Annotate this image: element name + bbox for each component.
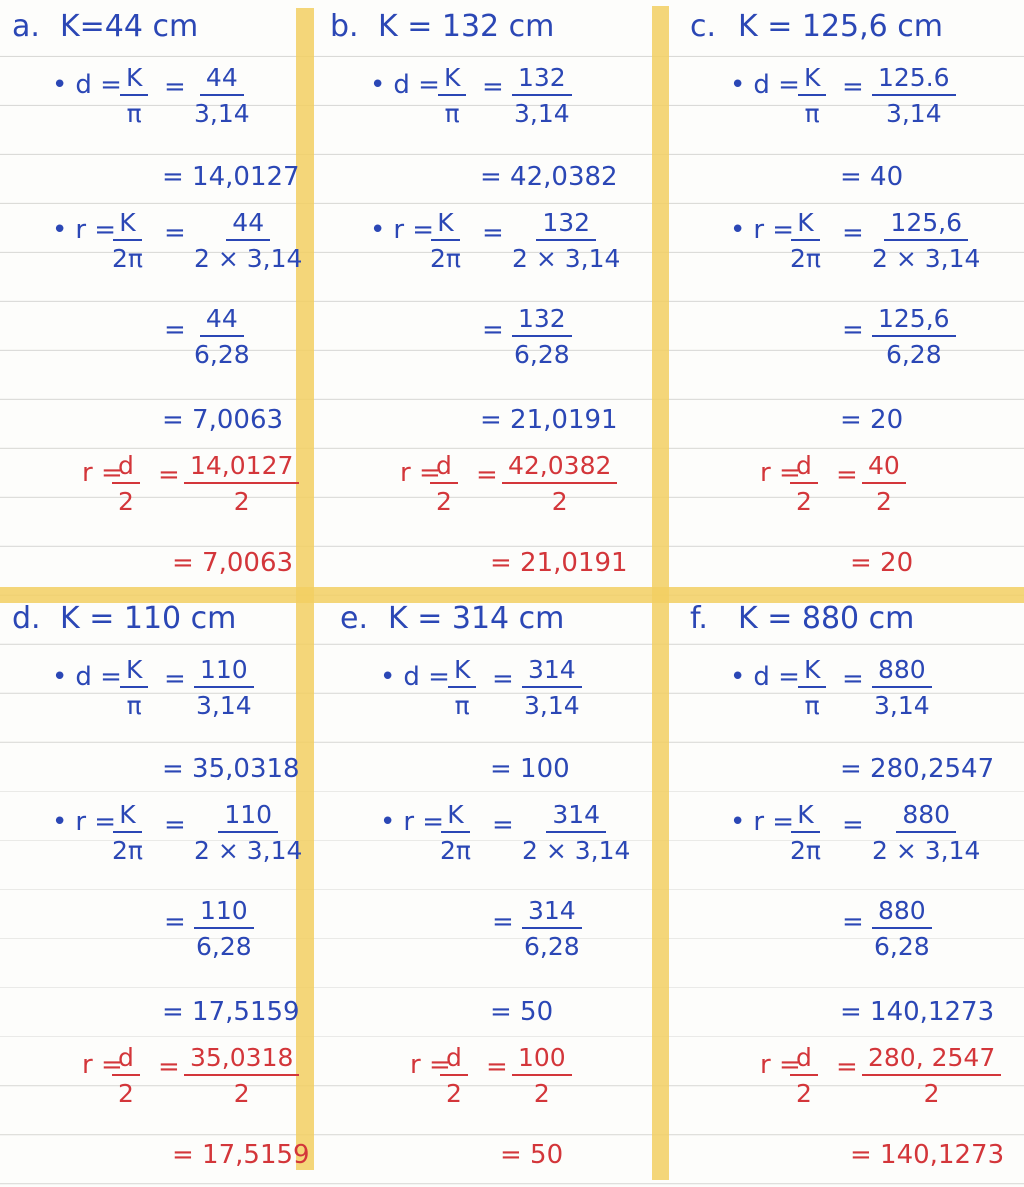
problem-panel-c xyxy=(690,0,1024,585)
equals-sign: = xyxy=(164,664,186,694)
equals-sign: = xyxy=(158,1052,180,1082)
radius-result: = 50 xyxy=(490,997,554,1027)
equals-sign: = xyxy=(486,1052,508,1082)
radius-substitution-denominator: 2 × 3,14 xyxy=(194,836,303,865)
formula-d-over-2-numerator: d xyxy=(112,1044,140,1076)
formula-k-over-pi xyxy=(798,656,826,720)
formula-d-over-2-numerator: d xyxy=(112,452,140,484)
radius-formula-lhs: • r = xyxy=(370,215,434,245)
equals-sign: = xyxy=(492,810,514,840)
formula-k-over-2pi-denominator: 2π xyxy=(790,244,821,273)
alt-radius-lhs: r = xyxy=(760,458,801,488)
radius-substitution xyxy=(872,209,980,273)
diameter-substitution-denominator: 3,14 xyxy=(196,691,252,720)
radius-formula-lhs: • r = xyxy=(380,807,444,837)
alt-radius-substitution-denominator: 2 xyxy=(533,1079,550,1108)
formula-k-over-pi-numerator: K xyxy=(120,656,148,688)
equals-sign: = xyxy=(842,664,864,694)
formula-k-over-2pi xyxy=(790,801,821,865)
radius-substitution xyxy=(194,801,302,865)
radius-substitution-denominator: 2 × 3,14 xyxy=(522,836,631,865)
radius-simplified-denominator: 6,28 xyxy=(885,340,942,369)
equals-sign: = xyxy=(836,1052,858,1082)
diameter-result: = 280,2547 xyxy=(840,754,995,784)
formula-k-over-2pi-denominator: 2π xyxy=(430,244,461,273)
problem-panel-d xyxy=(12,592,352,1177)
equals-sign: = xyxy=(158,460,180,490)
alt-radius-lhs: r = xyxy=(760,1050,801,1080)
circumference-given: K = 880 cm xyxy=(738,601,915,636)
alt-radius-substitution-denominator: 2 xyxy=(923,1079,940,1108)
radius-substitution-numerator: 880 xyxy=(896,801,956,833)
alt-radius-lhs: r = xyxy=(82,458,123,488)
alt-radius-result: = 50 xyxy=(500,1140,564,1170)
alt-radius-substitution-denominator: 2 xyxy=(233,487,250,516)
formula-k-over-2pi-denominator: 2π xyxy=(790,836,821,865)
radius-simplified-numerator: 125,6 xyxy=(872,305,956,337)
equals-sign: = xyxy=(842,907,864,937)
formula-k-over-pi-denominator: π xyxy=(126,691,142,720)
radius-formula-lhs: • r = xyxy=(730,807,794,837)
alt-radius-result: = 7,0063 xyxy=(172,548,294,578)
radius-simplified-denominator: 6,28 xyxy=(874,932,930,961)
alt-radius-substitution-numerator: 100 xyxy=(512,1044,572,1076)
formula-k-over-pi-denominator: π xyxy=(444,99,460,128)
radius-substitution-numerator: 44 xyxy=(226,209,270,241)
radius-simplified-denominator: 6,28 xyxy=(524,932,580,961)
equals-sign: = xyxy=(492,907,514,937)
equals-sign: = xyxy=(476,460,498,490)
formula-k-over-2pi-numerator: K xyxy=(441,801,469,833)
alt-radius-substitution-numerator: 35,0318 xyxy=(184,1044,299,1076)
equals-sign: = xyxy=(164,72,186,102)
radius-simplified-denominator: 6,28 xyxy=(196,932,252,961)
radius-substitution-numerator: 132 xyxy=(536,209,596,241)
equals-sign: = xyxy=(836,460,858,490)
diameter-substitution-numerator: 44 xyxy=(200,64,244,96)
radius-substitution-denominator: 2 × 3,14 xyxy=(872,836,981,865)
radius-substitution-denominator: 2 × 3,14 xyxy=(872,244,981,273)
diameter-substitution xyxy=(512,64,572,128)
equals-sign: = xyxy=(482,218,504,248)
alt-radius-substitution xyxy=(184,1044,299,1108)
alt-radius-substitution xyxy=(862,1044,1001,1108)
formula-k-over-pi-denominator: π xyxy=(804,99,820,128)
problem-label: c. xyxy=(690,9,717,44)
formula-d-over-2-numerator: d xyxy=(790,452,818,484)
diameter-result: = 42,0382 xyxy=(480,162,618,192)
formula-k-over-pi xyxy=(120,656,148,720)
formula-k-over-2pi-numerator: K xyxy=(791,209,819,241)
formula-k-over-pi-denominator: π xyxy=(454,691,470,720)
alt-radius-substitution xyxy=(502,452,617,516)
radius-result: = 21,0191 xyxy=(480,405,618,435)
radius-substitution xyxy=(872,801,980,865)
formula-k-over-pi-numerator: K xyxy=(448,656,476,688)
formula-k-over-2pi-denominator: 2π xyxy=(112,836,143,865)
radius-simplified-numerator: 44 xyxy=(200,305,244,337)
formula-k-over-2pi xyxy=(440,801,471,865)
radius-simplified-numerator: 880 xyxy=(872,897,932,929)
formula-d-over-2 xyxy=(430,452,458,516)
problem-label: f. xyxy=(690,601,708,636)
radius-simplified xyxy=(522,897,582,961)
radius-formula-lhs: • r = xyxy=(52,807,116,837)
equals-sign: = xyxy=(842,218,864,248)
radius-substitution-numerator: 314 xyxy=(546,801,606,833)
formula-k-over-2pi-denominator: 2π xyxy=(440,836,471,865)
formula-k-over-2pi xyxy=(790,209,821,273)
formula-k-over-2pi xyxy=(430,209,461,273)
radius-substitution xyxy=(522,801,630,865)
radius-simplified-denominator: 6,28 xyxy=(514,340,570,369)
formula-d-over-2-numerator: d xyxy=(440,1044,468,1076)
diameter-substitution xyxy=(872,656,932,720)
formula-d-over-2-numerator: d xyxy=(430,452,458,484)
radius-result: = 17,5159 xyxy=(162,997,300,1027)
radius-simplified-numerator: 110 xyxy=(194,897,254,929)
equals-sign: = xyxy=(482,72,504,102)
radius-substitution xyxy=(512,209,620,273)
alt-radius-substitution-numerator: 14,0127 xyxy=(184,452,299,484)
alt-radius-lhs: r = xyxy=(82,1050,123,1080)
problem-panel-e xyxy=(340,592,680,1177)
diameter-substitution-numerator: 314 xyxy=(522,656,582,688)
radius-substitution-numerator: 125,6 xyxy=(884,209,968,241)
equals-sign: = xyxy=(164,907,186,937)
formula-k-over-pi-numerator: K xyxy=(438,64,466,96)
formula-d-over-2 xyxy=(112,1044,140,1108)
radius-simplified xyxy=(872,897,932,961)
formula-k-over-pi-numerator: K xyxy=(798,656,826,688)
formula-k-over-pi xyxy=(438,64,466,128)
formula-k-over-pi xyxy=(798,64,826,128)
diameter-formula-lhs: • d = xyxy=(380,662,450,692)
formula-k-over-2pi xyxy=(112,801,143,865)
diameter-result: = 40 xyxy=(840,162,904,192)
diameter-formula-lhs: • d = xyxy=(52,70,122,100)
radius-result: = 140,1273 xyxy=(840,997,995,1027)
problem-panel-f xyxy=(690,592,1024,1177)
diameter-substitution xyxy=(194,64,250,128)
problem-label: b. xyxy=(330,9,359,44)
alt-radius-substitution xyxy=(862,452,906,516)
problem-label: d. xyxy=(12,601,41,636)
circumference-given: K=44 cm xyxy=(60,9,199,44)
formula-k-over-pi-numerator: K xyxy=(120,64,148,96)
circumference-given: K = 314 cm xyxy=(388,601,565,636)
formula-k-over-pi-numerator: K xyxy=(798,64,826,96)
problem-panel-a xyxy=(12,0,352,585)
diameter-formula-lhs: • d = xyxy=(52,662,122,692)
diameter-formula-lhs: • d = xyxy=(730,70,800,100)
formula-k-over-pi xyxy=(120,64,148,128)
diameter-substitution xyxy=(522,656,582,720)
radius-simplified xyxy=(512,305,572,369)
alt-radius-substitution xyxy=(512,1044,572,1108)
formula-d-over-2 xyxy=(790,1044,818,1108)
radius-simplified-denominator: 6,28 xyxy=(194,340,250,369)
diameter-substitution-numerator: 132 xyxy=(512,64,572,96)
radius-formula-lhs: • r = xyxy=(52,215,116,245)
equals-sign: = xyxy=(164,810,186,840)
formula-k-over-2pi-numerator: K xyxy=(431,209,459,241)
formula-k-over-2pi-denominator: 2π xyxy=(112,244,143,273)
radius-simplified xyxy=(194,897,254,961)
formula-d-over-2 xyxy=(790,452,818,516)
diameter-result: = 35,0318 xyxy=(162,754,300,784)
formula-d-over-2-numerator: d xyxy=(790,1044,818,1076)
formula-k-over-pi-denominator: π xyxy=(804,691,820,720)
formula-k-over-2pi-numerator: K xyxy=(791,801,819,833)
alt-radius-result: = 17,5159 xyxy=(172,1140,310,1170)
formula-k-over-2pi-numerator: K xyxy=(113,801,141,833)
radius-simplified-numerator: 132 xyxy=(512,305,572,337)
radius-simplified xyxy=(872,305,956,369)
radius-formula-lhs: • r = xyxy=(730,215,794,245)
formula-d-over-2-denominator: 2 xyxy=(117,1079,134,1108)
alt-radius-substitution-numerator: 40 xyxy=(862,452,906,484)
equals-sign: = xyxy=(482,315,504,345)
formula-k-over-2pi xyxy=(112,209,143,273)
radius-simplified-numerator: 314 xyxy=(522,897,582,929)
diameter-substitution-numerator: 880 xyxy=(872,656,932,688)
radius-substitution-denominator: 2 × 3,14 xyxy=(512,244,621,273)
alt-radius-substitution-denominator: 2 xyxy=(233,1079,250,1108)
circumference-given: K = 125,6 cm xyxy=(738,9,944,44)
diameter-substitution-numerator: 110 xyxy=(194,656,254,688)
diameter-substitution xyxy=(194,656,254,720)
diameter-substitution xyxy=(872,64,956,128)
equals-sign: = xyxy=(842,315,864,345)
diameter-result: = 14,0127 xyxy=(162,162,300,192)
alt-radius-result: = 140,1273 xyxy=(850,1140,1005,1170)
radius-result: = 20 xyxy=(840,405,904,435)
formula-d-over-2 xyxy=(440,1044,468,1108)
formula-d-over-2-denominator: 2 xyxy=(117,487,134,516)
radius-result: = 7,0063 xyxy=(162,405,284,435)
equals-sign: = xyxy=(164,315,186,345)
formula-d-over-2 xyxy=(112,452,140,516)
alt-radius-result: = 20 xyxy=(850,548,914,578)
alt-radius-substitution-denominator: 2 xyxy=(875,487,892,516)
diameter-substitution-denominator: 3,14 xyxy=(514,99,570,128)
problem-label: a. xyxy=(12,9,40,44)
alt-radius-substitution-numerator: 280, 2547 xyxy=(862,1044,1001,1076)
diameter-substitution-numerator: 125.6 xyxy=(872,64,956,96)
alt-radius-result: = 21,0191 xyxy=(490,548,628,578)
formula-d-over-2-denominator: 2 xyxy=(445,1079,462,1108)
circumference-given: K = 132 cm xyxy=(378,9,555,44)
radius-substitution-denominator: 2 × 3,14 xyxy=(194,244,303,273)
radius-substitution xyxy=(194,209,302,273)
alt-radius-substitution xyxy=(184,452,299,516)
diameter-substitution-denominator: 3,14 xyxy=(885,99,942,128)
formula-k-over-pi-denominator: π xyxy=(126,99,142,128)
problem-panel-b xyxy=(330,0,670,585)
diameter-substitution-denominator: 3,14 xyxy=(874,691,930,720)
diameter-substitution-denominator: 3,14 xyxy=(524,691,580,720)
formula-d-over-2-denominator: 2 xyxy=(795,1079,812,1108)
formula-k-over-pi xyxy=(448,656,476,720)
alt-radius-lhs: r = xyxy=(410,1050,451,1080)
formula-k-over-2pi-numerator: K xyxy=(113,209,141,241)
diameter-substitution-denominator: 3,14 xyxy=(194,99,250,128)
formula-d-over-2-denominator: 2 xyxy=(795,487,812,516)
equals-sign: = xyxy=(842,72,864,102)
diameter-result: = 100 xyxy=(490,754,570,784)
alt-radius-substitution-numerator: 42,0382 xyxy=(502,452,617,484)
equals-sign: = xyxy=(842,810,864,840)
radius-simplified xyxy=(194,305,250,369)
radius-substitution-numerator: 110 xyxy=(218,801,278,833)
alt-radius-substitution-denominator: 2 xyxy=(551,487,568,516)
equals-sign: = xyxy=(164,218,186,248)
alt-radius-lhs: r = xyxy=(400,458,441,488)
problem-label: e. xyxy=(340,601,368,636)
formula-d-over-2-denominator: 2 xyxy=(435,487,452,516)
equals-sign: = xyxy=(492,664,514,694)
diameter-formula-lhs: • d = xyxy=(370,70,440,100)
diameter-formula-lhs: • d = xyxy=(730,662,800,692)
circumference-given: K = 110 cm xyxy=(60,601,237,636)
